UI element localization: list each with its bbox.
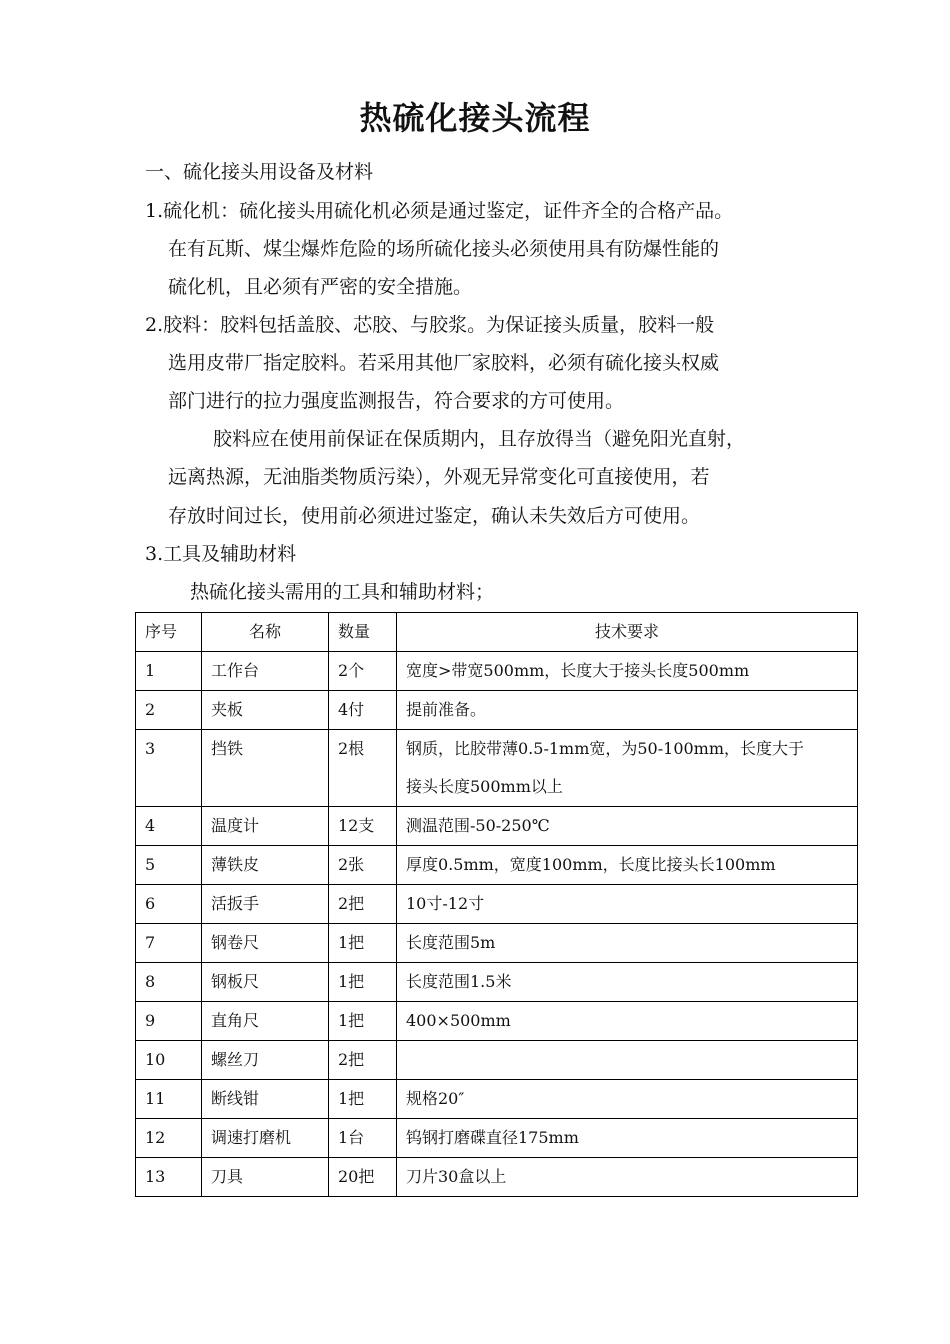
row-quantity: 2张 bbox=[329, 846, 397, 885]
paragraph-line: 存放时间过长，使用前必须进过鉴定，确认未失效后方可使用。 bbox=[168, 505, 701, 527]
table-row bbox=[136, 1119, 858, 1158]
row-name: 螺丝刀 bbox=[202, 1041, 329, 1080]
paragraph-line: 2.胶料：胶料包括盖胶、芯胶、与胶浆。为保证接头质量，胶料一般 bbox=[145, 314, 715, 336]
row-name: 调速打磨机 bbox=[202, 1119, 329, 1158]
row-requirement: 长度范围1.5米 bbox=[397, 963, 858, 1002]
paragraph-line: 在有瓦斯、煤尘爆炸危险的场所硫化接头必须使用具有防爆性能的 bbox=[168, 238, 720, 260]
table-row bbox=[136, 963, 858, 1002]
row-requirement: 提前准备。 bbox=[397, 691, 858, 730]
row-index: 6 bbox=[136, 885, 202, 924]
row-quantity: 4付 bbox=[329, 691, 397, 730]
table-row bbox=[136, 1080, 858, 1119]
row-name: 刀具 bbox=[202, 1158, 329, 1197]
paragraph-line: 胶料应在使用前保证在保质期内，且存放得当（避免阳光直射， bbox=[213, 428, 746, 450]
paragraph-line: 硫化机，且必须有严密的安全措施。 bbox=[168, 276, 473, 298]
table-row bbox=[136, 807, 858, 846]
row-quantity: 1把 bbox=[329, 924, 397, 963]
header-index: 序号 bbox=[136, 613, 202, 652]
row-name: 活扳手 bbox=[202, 885, 329, 924]
row-quantity: 1把 bbox=[329, 963, 397, 1002]
row-quantity: 2把 bbox=[329, 885, 397, 924]
table-row bbox=[136, 846, 858, 885]
row-index: 5 bbox=[136, 846, 202, 885]
row-requirement: 宽度>带宽500mm，长度大于接头长度500mm bbox=[397, 652, 858, 691]
row-index: 12 bbox=[136, 1119, 202, 1158]
row-name: 挡铁 bbox=[202, 730, 329, 807]
row-name: 温度计 bbox=[202, 807, 329, 846]
row-name: 钢卷尺 bbox=[202, 924, 329, 963]
row-index: 10 bbox=[136, 1041, 202, 1080]
table-row bbox=[136, 885, 858, 924]
table-intro: 热硫化接头需用的工具和辅助材料； bbox=[190, 581, 495, 603]
table-row bbox=[136, 691, 858, 730]
row-index: 7 bbox=[136, 924, 202, 963]
row-requirement-line: 钢质，比胶带薄0.5-1mm宽，为50-100mm，长度大于 bbox=[406, 739, 805, 758]
row-name: 夹板 bbox=[202, 691, 329, 730]
row-quantity: 2把 bbox=[329, 1041, 397, 1080]
row-requirement: 测温范围-50-250℃ bbox=[397, 807, 858, 846]
row-quantity: 2个 bbox=[329, 652, 397, 691]
table-row bbox=[136, 1041, 858, 1080]
row-requirement bbox=[397, 1041, 858, 1080]
row-quantity: 2根 bbox=[329, 730, 397, 807]
row-quantity: 20把 bbox=[329, 1158, 397, 1197]
row-index: 3 bbox=[136, 730, 202, 807]
header-name: 名称 bbox=[202, 613, 329, 652]
row-requirement: 长度范围5m bbox=[397, 924, 858, 963]
row-name: 工作台 bbox=[202, 652, 329, 691]
paragraph-line: 远离热源，无油脂类物质污染），外观无异常变化可直接使用，若 bbox=[168, 466, 710, 488]
row-index: 4 bbox=[136, 807, 202, 846]
row-requirement-line: 接头长度500mm以上 bbox=[406, 777, 563, 796]
row-index: 2 bbox=[136, 691, 202, 730]
table-row bbox=[136, 652, 858, 691]
document-title: 热硫化接头流程 bbox=[359, 99, 591, 137]
header-requirement: 技术要求 bbox=[397, 613, 858, 652]
row-index: 9 bbox=[136, 1002, 202, 1041]
row-quantity: 1把 bbox=[329, 1002, 397, 1041]
row-requirement: 刀片30盒以上 bbox=[397, 1158, 858, 1197]
row-quantity: 1台 bbox=[329, 1119, 397, 1158]
row-index: 11 bbox=[136, 1080, 202, 1119]
row-index: 8 bbox=[136, 963, 202, 1002]
table-row bbox=[136, 924, 858, 963]
paragraph-line: 部门进行的拉力强度监测报告，符合要求的方可使用。 bbox=[168, 390, 625, 412]
subsection-heading: 3.工具及辅助材料 bbox=[145, 543, 297, 565]
section-heading: 一、硫化接头用设备及材料 bbox=[145, 161, 374, 183]
table-row bbox=[136, 1002, 858, 1041]
row-quantity: 1把 bbox=[329, 1080, 397, 1119]
row-name: 钢板尺 bbox=[202, 963, 329, 1002]
table-header-row bbox=[136, 613, 858, 652]
row-quantity: 12支 bbox=[329, 807, 397, 846]
header-quantity: 数量 bbox=[329, 613, 397, 652]
row-requirement: 10寸-12寸 bbox=[397, 885, 858, 924]
row-requirement: 400×500mm bbox=[397, 1002, 858, 1041]
row-name: 直角尺 bbox=[202, 1002, 329, 1041]
row-name: 断线钳 bbox=[202, 1080, 329, 1119]
row-name: 薄铁皮 bbox=[202, 846, 329, 885]
table-row bbox=[136, 1158, 858, 1197]
paragraph-line: 1.硫化机：硫化接头用硫化机必须是通过鉴定，证件齐全的合格产品。 bbox=[145, 200, 734, 222]
table-row bbox=[136, 730, 858, 807]
row-requirement: 钨钢打磨碟直径175mm bbox=[397, 1119, 858, 1158]
row-requirement: 规格20″ bbox=[397, 1080, 858, 1119]
paragraph-line: 选用皮带厂指定胶料。若采用其他厂家胶料，必须有硫化接头权威 bbox=[168, 352, 720, 374]
row-requirement bbox=[397, 730, 858, 807]
row-index: 13 bbox=[136, 1158, 202, 1197]
row-requirement: 厚度0.5mm，宽度100mm，长度比接头长100mm bbox=[397, 846, 858, 885]
tools-table bbox=[135, 612, 858, 1197]
row-index: 1 bbox=[136, 652, 202, 691]
